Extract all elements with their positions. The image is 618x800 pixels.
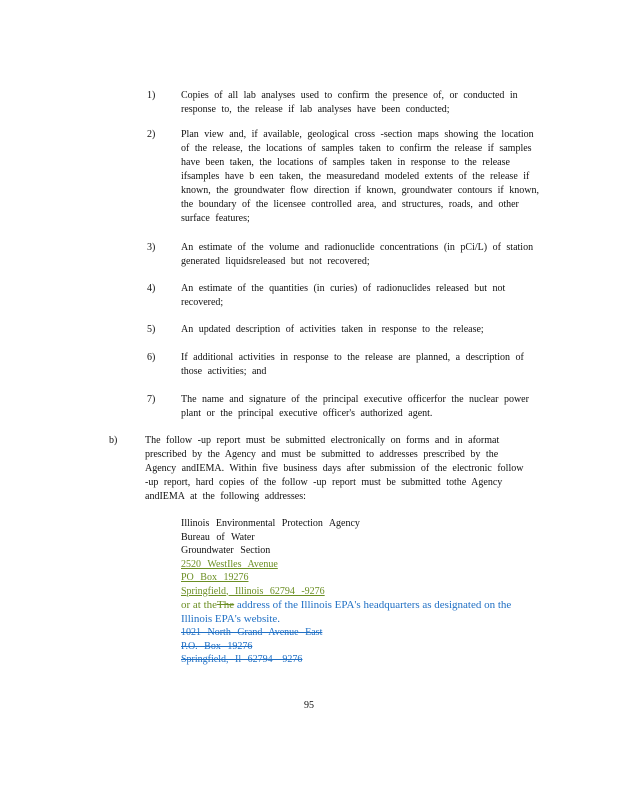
- inserted-po-box: PO Box 19276: [181, 572, 249, 583]
- item-number: 6): [147, 352, 156, 363]
- struck-the-text: The: [217, 599, 235, 611]
- mailing-address: [181, 517, 561, 667]
- item-text: An estimate of the volume and radionuclide concentrations (in pCi/L) of station generated liquidsreleased but not recovered;: [181, 242, 534, 267]
- inserted-city: Springfield, Illinois 62794 -9276: [181, 585, 325, 597]
- inserted-website-note: [181, 598, 541, 626]
- item-text: An updated description of activities taken in response to the release;: [181, 324, 484, 335]
- item-text: An estimate of the quantities (in curies) of radionuclides released but not recovered;: [181, 283, 506, 308]
- item-number: 4): [147, 283, 156, 294]
- item-text: If additional activities in response to the release are planned, a description of those activities; and: [181, 352, 524, 377]
- website-address-text: address of the Illinois EPA's headquarters as designated on the Illinois EPA's website.: [181, 599, 512, 625]
- item-number: 1): [147, 90, 156, 101]
- item-number: 3): [147, 242, 156, 253]
- item-text: Plan view and, if available, geological cross -section maps showing the location of the release, the locations of samples taken to confirm the release if samples have been taken, the locations of samples taken in response to the release ifsamples have b een taken, the measuredand modeled extents of the release if known, the groundwater flow direction if known, groundwater contours if known, the boundary of the licensee controlled area, and structures, roads, and other surface features;: [181, 129, 539, 224]
- item-text: The name and signature of the principal executive officerfor the nuclear power plant or the principal executive officer's authorized agent.: [181, 394, 529, 419]
- address-bureau: Bureau of Water: [181, 531, 255, 543]
- item-number: 2): [147, 129, 156, 140]
- deleted-street: 1021 North Grand Avenue East: [181, 627, 323, 638]
- item-number: 7): [147, 394, 156, 405]
- address-agency: Illinois Environmental Protection Agency: [181, 518, 360, 529]
- deleted-city: Springfield, Il 62794 -9276: [181, 654, 303, 665]
- inserted-street: 2520 WestIles Avenue: [181, 558, 278, 570]
- item-text: Copies of all lab analyses used to confirm the presence of, or conducted in response to, the release if lab analyses have been conducted;: [181, 90, 518, 115]
- item-number: b): [109, 435, 118, 446]
- or-at-text: or at the: [181, 599, 218, 611]
- item-number: 5): [147, 324, 156, 335]
- paragraph-text: The follow -up report must be submitted electronically on forms and in aformat prescribed by the Agency and must be submitted to addresses prescribed by the Agency andIEMA. Within five business days after submission of the electronic follow -up report, hard copies of the follow -up report must be submitted tothe Agency andIEMA at the following addresses:: [145, 435, 524, 502]
- page-number: 95: [304, 700, 314, 711]
- deleted-po-box: P.O. Box 19276: [181, 640, 253, 652]
- address-section: Groundwater Section: [181, 545, 271, 556]
